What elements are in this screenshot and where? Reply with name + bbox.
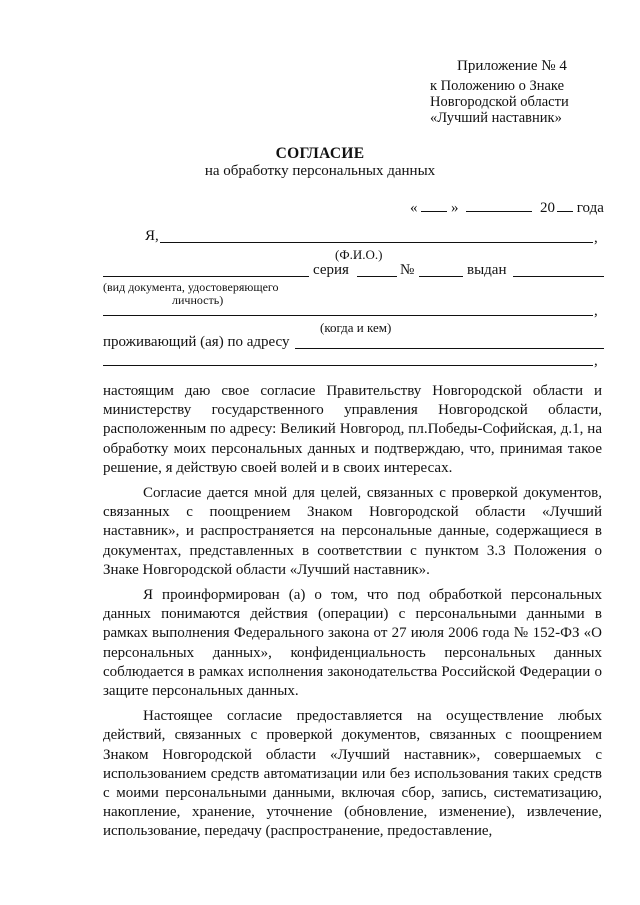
i-label: Я,: [145, 228, 159, 244]
year-prefix: 20: [540, 200, 555, 216]
issued-field[interactable]: [513, 276, 604, 277]
close-quote: »: [451, 200, 459, 216]
appendix-line-2: Новгородской области: [430, 94, 569, 110]
consent-body: [103, 382, 602, 848]
paragraph-purpose: Согласие дается мной для целей, связанных с проверкой документов, связанных с поощрением Знаком Новгородской области «Лучший наставник», и распространяется на персональные данные, содержащиеся в документах, представленных в соответствии с пунктом 3.3 Положения о Знаке Новгородской области «Лучший наставник».: [103, 485, 602, 578]
appendix-title: Приложение № 4: [457, 58, 567, 74]
paragraph-informed: Я проинформирован (а) о том, что под обработкой персональных данных понимаются действия (операции) с персональными данными в рамках выполнения Федерального закона от 27 июля 2006 года № 152-ФЗ «О персональных данных», конфиденциальность персональных данных соблюдается в рамках исполнения законодательства Российской Федерации о защите персональных данных.: [103, 587, 602, 700]
appendix-line-3: «Лучший наставник»: [430, 110, 562, 126]
paragraph-actions: Настоящее согласие предоставляется на осуществление любых действий, связанных с проверкой документов, связанных с поощрением Знаком Новгородской области «Лучший наставник», совершаемых с использованием средств автоматизации или без использования таких средств с моими персональными данными, включая сбор, запись, систематизацию, накопление, хранение, уточнение (обновление, изменение), извлечение, использование, передачу (распространение, предоставление,: [103, 708, 602, 840]
year-blank[interactable]: [557, 199, 573, 212]
address-field-1[interactable]: [295, 348, 604, 349]
paragraph-consent: настоящим даю свое согласие Правительству Новгородской области и министерству государственного управления Новгородской области, расположенным по адресу: Великий Новгород, пл.Победы-Софийская, д.1, на обработку моих персональных данных и подтверждаю, что, принимая такое решение, я действую своей волей и в своих интересах.: [103, 383, 602, 476]
year-suffix: года: [576, 200, 604, 216]
fio-caption: (Ф.И.О.): [335, 247, 383, 262]
number-label: №: [400, 262, 415, 278]
appendix-header: [430, 58, 569, 126]
number-field[interactable]: [419, 276, 463, 277]
document-type-field[interactable]: [103, 276, 309, 277]
appendix-line-1: к Положению о Знаке: [430, 78, 565, 94]
issued-by-comma: ,: [594, 303, 598, 319]
series-field[interactable]: [357, 276, 397, 277]
address-comma: ,: [594, 353, 598, 369]
fio-comma: ,: [594, 230, 598, 246]
day-blank[interactable]: [421, 199, 447, 212]
doc-caption-line-1: (вид документа, удостоверяющего: [103, 280, 279, 294]
issued-by-field[interactable]: [103, 315, 593, 316]
when-by-caption: (когда и кем): [320, 320, 392, 335]
doc-caption-line-2: личность): [172, 293, 224, 307]
address-label: проживающий (ая) по адресу: [103, 334, 290, 350]
series-label: серия: [313, 262, 349, 278]
fio-field[interactable]: [160, 242, 593, 243]
date-line: [410, 199, 604, 217]
month-blank[interactable]: [466, 199, 532, 212]
document-title: СОГЛАСИЕ: [275, 145, 365, 162]
open-quote: «: [410, 200, 418, 216]
document-subtitle: на обработку персональных данных: [204, 163, 436, 179]
issued-label: выдан: [467, 262, 507, 278]
address-field-2[interactable]: [103, 365, 593, 366]
